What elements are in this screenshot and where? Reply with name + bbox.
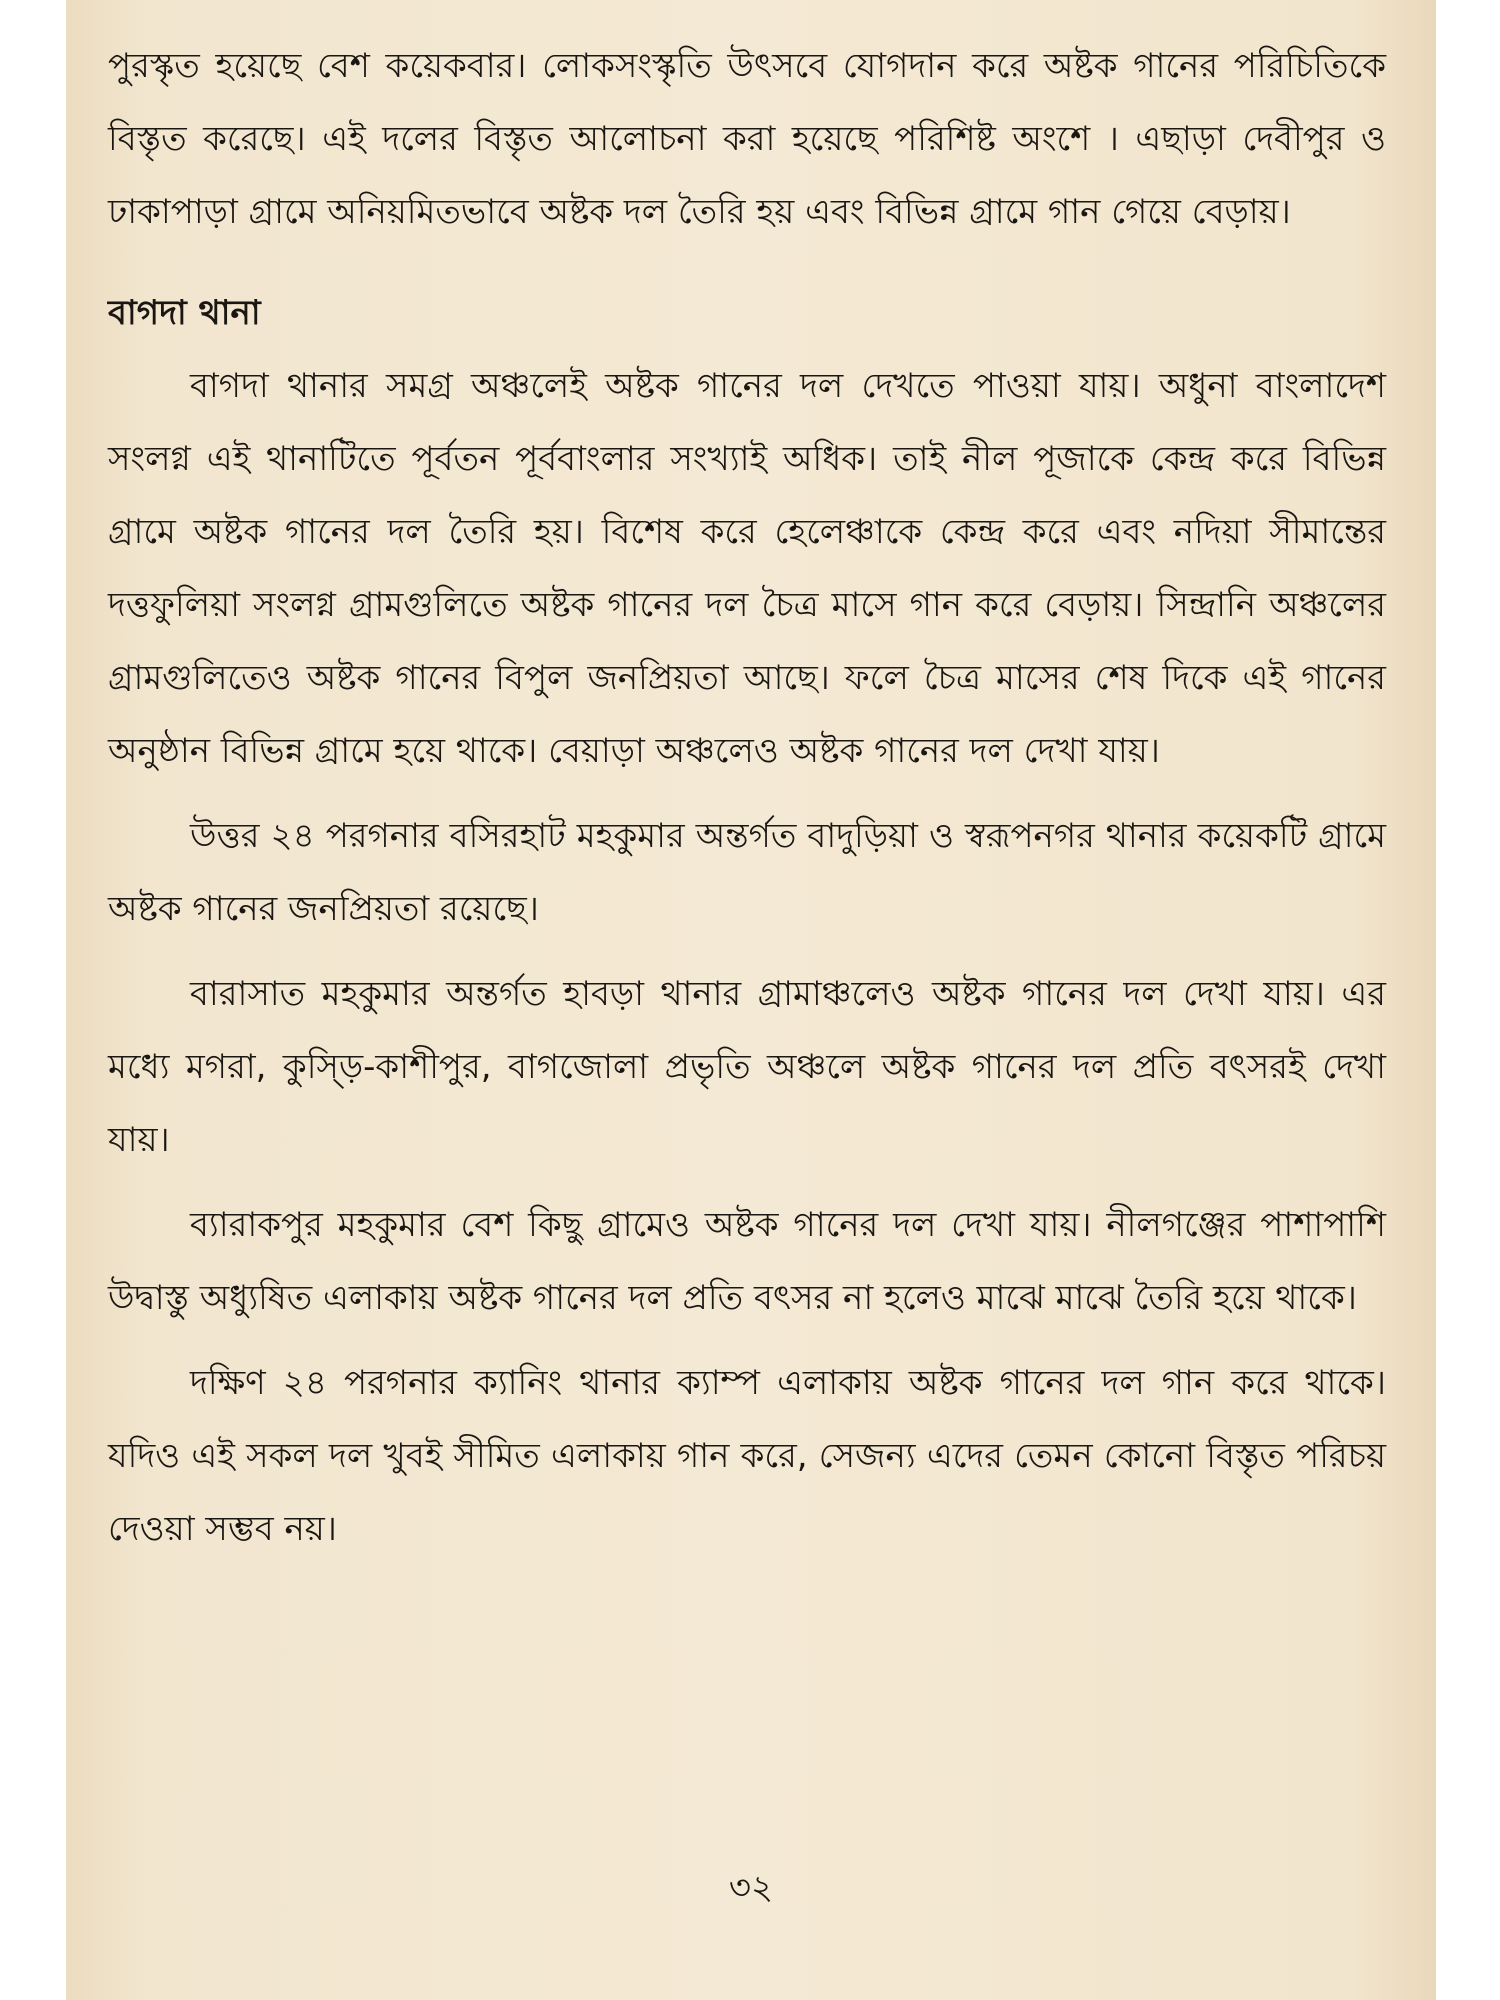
paragraph-spacer <box>108 788 1386 800</box>
paragraph-spacer <box>108 1177 1386 1189</box>
section-spacer <box>108 249 1386 277</box>
page-number: ৩২ <box>728 1868 774 1908</box>
page-content <box>108 30 1386 1566</box>
intro-paragraph: পুরস্কৃত হয়েছে বেশ কয়েকবার। লোকসংস্কৃতি উৎসবে যোগদান করে অষ্টক গানের পরিচিতিকে বিস্তৃত করেছে। এই দলের বিস্তৃত আলোচনা করা হয়েছে পরিশিষ্ট অংশে । এছাড়া দেবীপুর ও ঢাকাপাড়া গ্রামে অনিয়মিতভাবে অষ্টক দল তৈরি হয় এবং বিভিন্ন গ্রামে গান গেয়ে বেড়ায়। <box>108 46 1386 232</box>
body-paragraph-5: দক্ষিণ ২৪ পরগনার ক্যানিং থানার ক্যাম্প এলাকায় অষ্টক গানের দল গান করে থাকে। যদিও এই সকল দল খুবই সীমিত এলাকায় গান করে, সেজন্য এদের তেমন কোনো বিস্তৃত পরিচয় দেওয়া সম্ভব নয়। <box>108 1363 1386 1549</box>
body-paragraph-4: ব্যারাকপুর মহকুমার বেশ কিছু গ্রামেও অষ্টক গানের দল দেখা যায়। নীলগঞ্জের পাশাপাশি উদ্বাস্তু অধ্যুষিত এলাকায় অষ্টক গানের দল প্রতি বৎসর না হলেও মাঝে মাঝে তৈরি হয়ে থাকে। <box>108 1205 1386 1318</box>
body-paragraph-2: উত্তর ২৪ পরগনার বসিরহাট মহকুমার অন্তর্গত বাদুড়িয়া ও স্বরূপনগর থানার কয়েকটি গ্রামে অষ্টক গানের জনপ্রিয়তা রয়েছে। <box>108 816 1386 929</box>
body-paragraph-1: বাগদা থানার সমগ্র অঞ্চলেই অষ্টক গানের দল দেখতে পাওয়া যায়। অধুনা বাংলাদেশ সংলগ্ন এই থানাটিতে পূর্বতন পূর্ববাংলার সংখ্যাই অধিক। তাই নীল পূজাকে কেন্দ্র করে বিভিন্ন গ্রামে অষ্টক গানের দল তৈরি হয়। বিশেষ করে হেলেঞ্চাকে কেন্দ্র করে এবং নদিয়া সীমান্তের দত্তফুলিয়া সংলগ্ন গ্রামগুলিতে অষ্টক গানের দল চৈত্র মাসে গান করে বেড়ায়। সিন্দ্রানি অঞ্চলের গ্রামগুলিতেও অষ্টক গানের বিপুল জনপ্রিয়তা আছে। ফলে চৈত্র মাসের শেষ দিকে এই গানের অনুষ্ঠান বিভিন্ন গ্রামে হয়ে থাকে। বেয়াড়া অঞ্চলেও অষ্টক গানের দল দেখা যায়। <box>108 366 1386 771</box>
body-paragraph-3: বারাসাত মহকুমার অন্তর্গত হাবড়া থানার গ্রামাঞ্চলেও অষ্টক গানের দল দেখা যায়। এর মধ্যে মগরা, কুস্ড়ি-কাশীপুর, বাগজোলা প্রভৃতি অঞ্চলে অষ্টক গানের দল প্রতি বৎসরই দেখা যায়। <box>108 974 1386 1160</box>
book-page <box>66 0 1436 2000</box>
paragraph-spacer <box>108 946 1386 958</box>
paragraph-spacer <box>108 1335 1386 1347</box>
section-heading: বাগদা থানা <box>108 293 261 333</box>
